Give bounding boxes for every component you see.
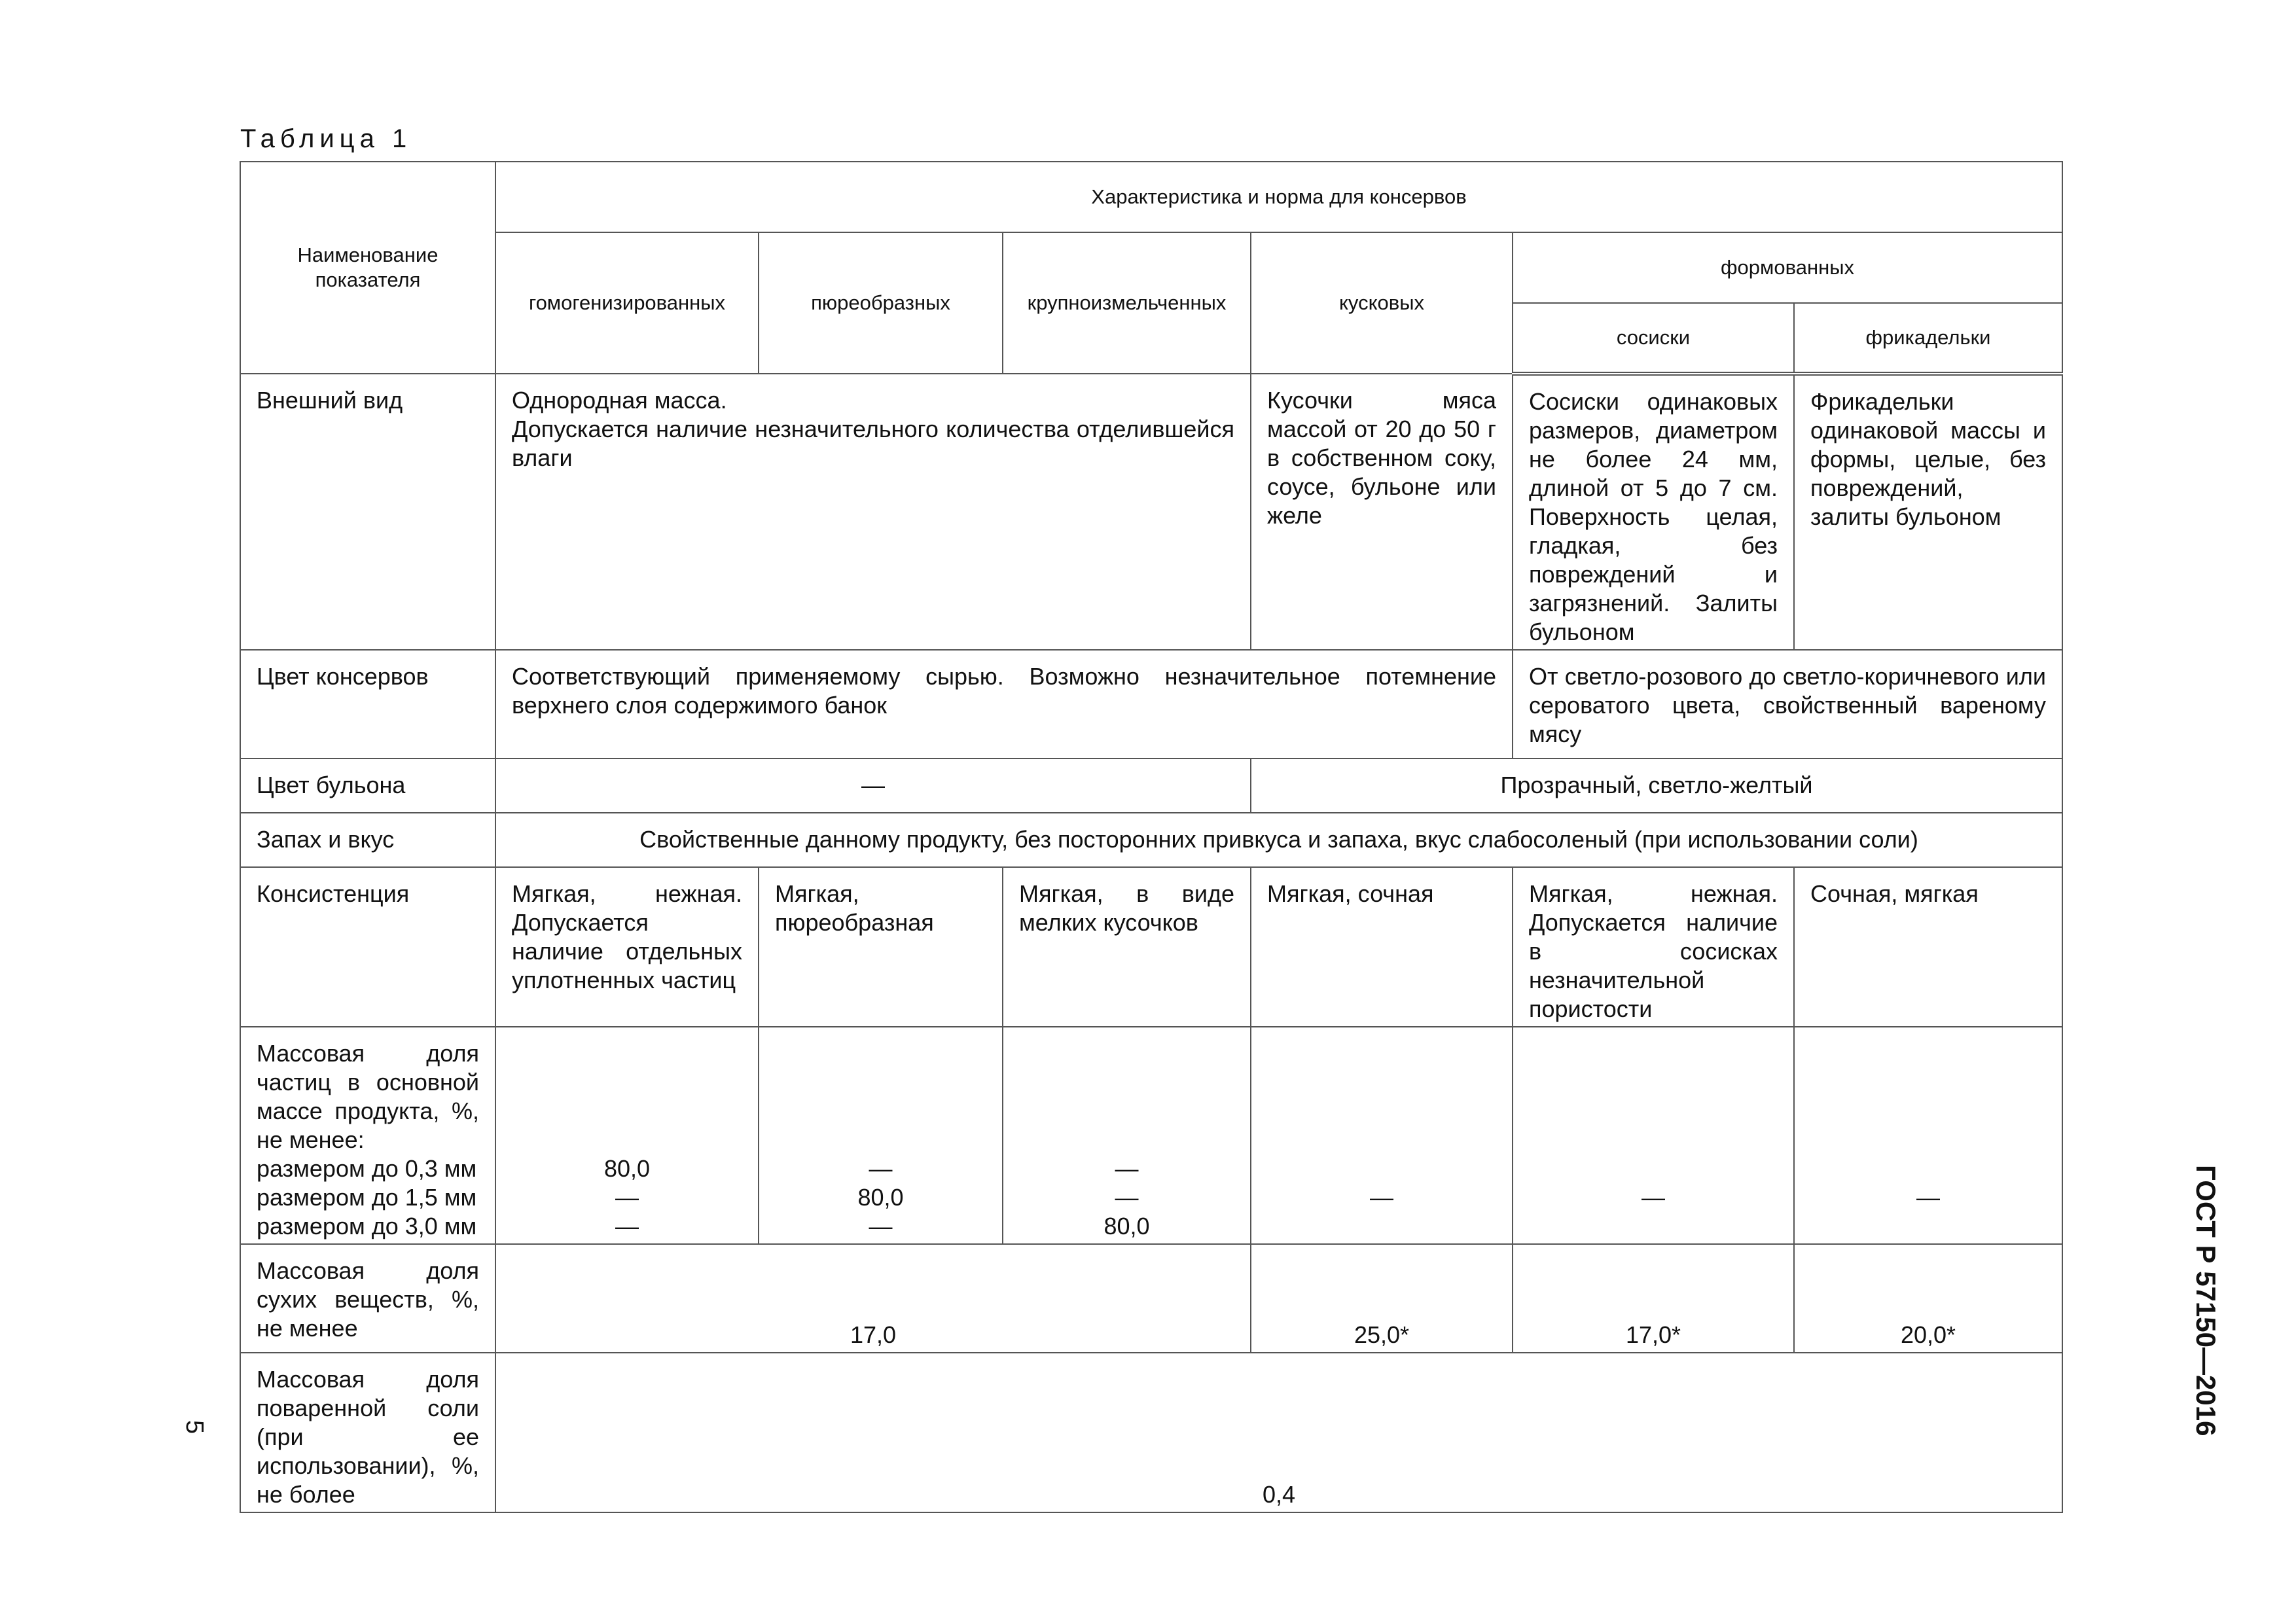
color-main: Соответствующий применяемому сырью. Возможно незначительное потемнение верхнего слоя содержимого банок <box>495 650 1513 758</box>
page-number-text: 5 <box>181 1420 208 1435</box>
consistency-sausages: Мягкая, нежная. Допускается наличие в сосисках незначительной пористости <box>1513 867 1794 1027</box>
standard-designation <box>2186 1165 2225 1440</box>
header-indicator: Наименование показателя <box>240 162 495 374</box>
row-label-color: Цвет консервов <box>240 650 495 758</box>
row-label-smell: Запах и вкус <box>240 813 495 867</box>
color-formed: От светло-розового до светло-коричневого или сероватого цвета, свойственный вареному мясу <box>1513 650 2062 758</box>
row-label-appearance: Внешний вид <box>240 374 495 650</box>
table-row <box>240 1244 2062 1353</box>
particles-pureed-03: — <box>869 1155 893 1182</box>
table-row <box>240 1027 2062 1244</box>
particles-homogenized-15: — <box>615 1184 639 1211</box>
consistency-meatballs: Сочная, мягкая <box>1794 867 2062 1027</box>
requirements-table <box>240 161 2063 1513</box>
consistency-coarse: Мягкая, в виде мелких кусочков <box>1003 867 1251 1027</box>
broth-first: — <box>495 758 1251 813</box>
appearance-meatballs: Фрикадельки одинаковой массы и формы, целые, без повреждений, залиты бульоном <box>1794 374 2062 650</box>
page-number <box>181 1420 211 1446</box>
consistency-pieces: Мягкая, сочная <box>1251 867 1513 1027</box>
table-row <box>240 1353 2062 1512</box>
table-row <box>240 650 2062 758</box>
consistency-homogenized: Мягкая, нежная. Допускается наличие отдельных уплотненных частиц <box>495 867 759 1027</box>
row-label-dry: Массовая доля сухих веществ, %, не менее <box>240 1244 495 1353</box>
particles-size-15: размером до 1,5 мм <box>257 1184 477 1211</box>
header-sausages: сосиски <box>1513 303 1794 374</box>
particles-pieces: — <box>1251 1027 1513 1244</box>
dry-first: 17,0 <box>495 1244 1251 1353</box>
table-row <box>240 758 2062 813</box>
broth-second: Прозрачный, светло-желтый <box>1251 758 2062 813</box>
header-coarse: крупноизмельченных <box>1003 232 1251 374</box>
particles-homogenized-30: — <box>615 1213 639 1240</box>
header-formed: формованных <box>1513 232 2062 303</box>
row-label-consistency: Консистенция <box>240 867 495 1027</box>
table-row <box>240 374 2062 650</box>
dry-sausages: 17,0* <box>1513 1244 1794 1353</box>
header-group: Характеристика и норма для консервов <box>495 162 2062 232</box>
appearance-pieces: Кусочки мяса массой от 20 до 50 г в собственном соку, соусе, бульоне или желе <box>1251 374 1513 650</box>
salt-value: 0,4 <box>495 1353 2062 1512</box>
standard-designation-text: ГОСТ Р 57150—2016 <box>2191 1165 2221 1436</box>
appearance-sausages: Сосиски одинаковых размеров, диаметром не более 24 мм, длиной от 5 до 7 см. Поверхность целая, гладкая, без повреждений и загрязнений. Залиты бульоном <box>1513 374 1794 650</box>
particles-coarse-03: — <box>1115 1155 1139 1182</box>
particles-meatballs: — <box>1794 1027 2062 1244</box>
table-row <box>240 867 2062 1027</box>
header-meatballs: фрикадельки <box>1794 303 2062 374</box>
row-label-particles: Массовая доля частиц в основной массе продукта, %, не менее: <box>257 1040 479 1153</box>
table-row <box>240 813 2062 867</box>
header-homogenized: гомогенизированных <box>495 232 759 374</box>
row-label-salt: Массовая доля поваренной соли (при ее использовании), %, не более <box>240 1353 495 1512</box>
header-pieces: кусковых <box>1251 232 1513 374</box>
particles-size-03: размером до 0,3 мм <box>257 1155 477 1182</box>
particles-sausages: — <box>1513 1027 1794 1244</box>
particles-pureed-30: — <box>869 1213 893 1240</box>
smell-value: Свойственные данному продукту, без посторонних привкуса и запаха, вкус слабосоленый (при использовании соли) <box>495 813 2062 867</box>
particles-size-30: размером до 3,0 мм <box>257 1213 477 1240</box>
appearance-homog-coarse: Однородная масса. Допускается наличие незначительного количества отделившейся влаги <box>512 387 1234 471</box>
consistency-pureed: Мягкая, пюреобразная <box>759 867 1003 1027</box>
row-label-broth: Цвет бульона <box>240 758 495 813</box>
dry-pieces: 25,0* <box>1251 1244 1513 1353</box>
particles-coarse-15: — <box>1115 1184 1139 1211</box>
particles-homogenized-03: 80,0 <box>603 1155 651 1182</box>
table-caption: Таблица 1 <box>240 124 412 153</box>
particles-coarse-30: 80,0 <box>1103 1213 1150 1240</box>
dry-meatballs: 20,0* <box>1794 1244 2062 1353</box>
particles-pureed-15: 80,0 <box>857 1184 904 1211</box>
header-pureed: пюреобразных <box>759 232 1003 374</box>
